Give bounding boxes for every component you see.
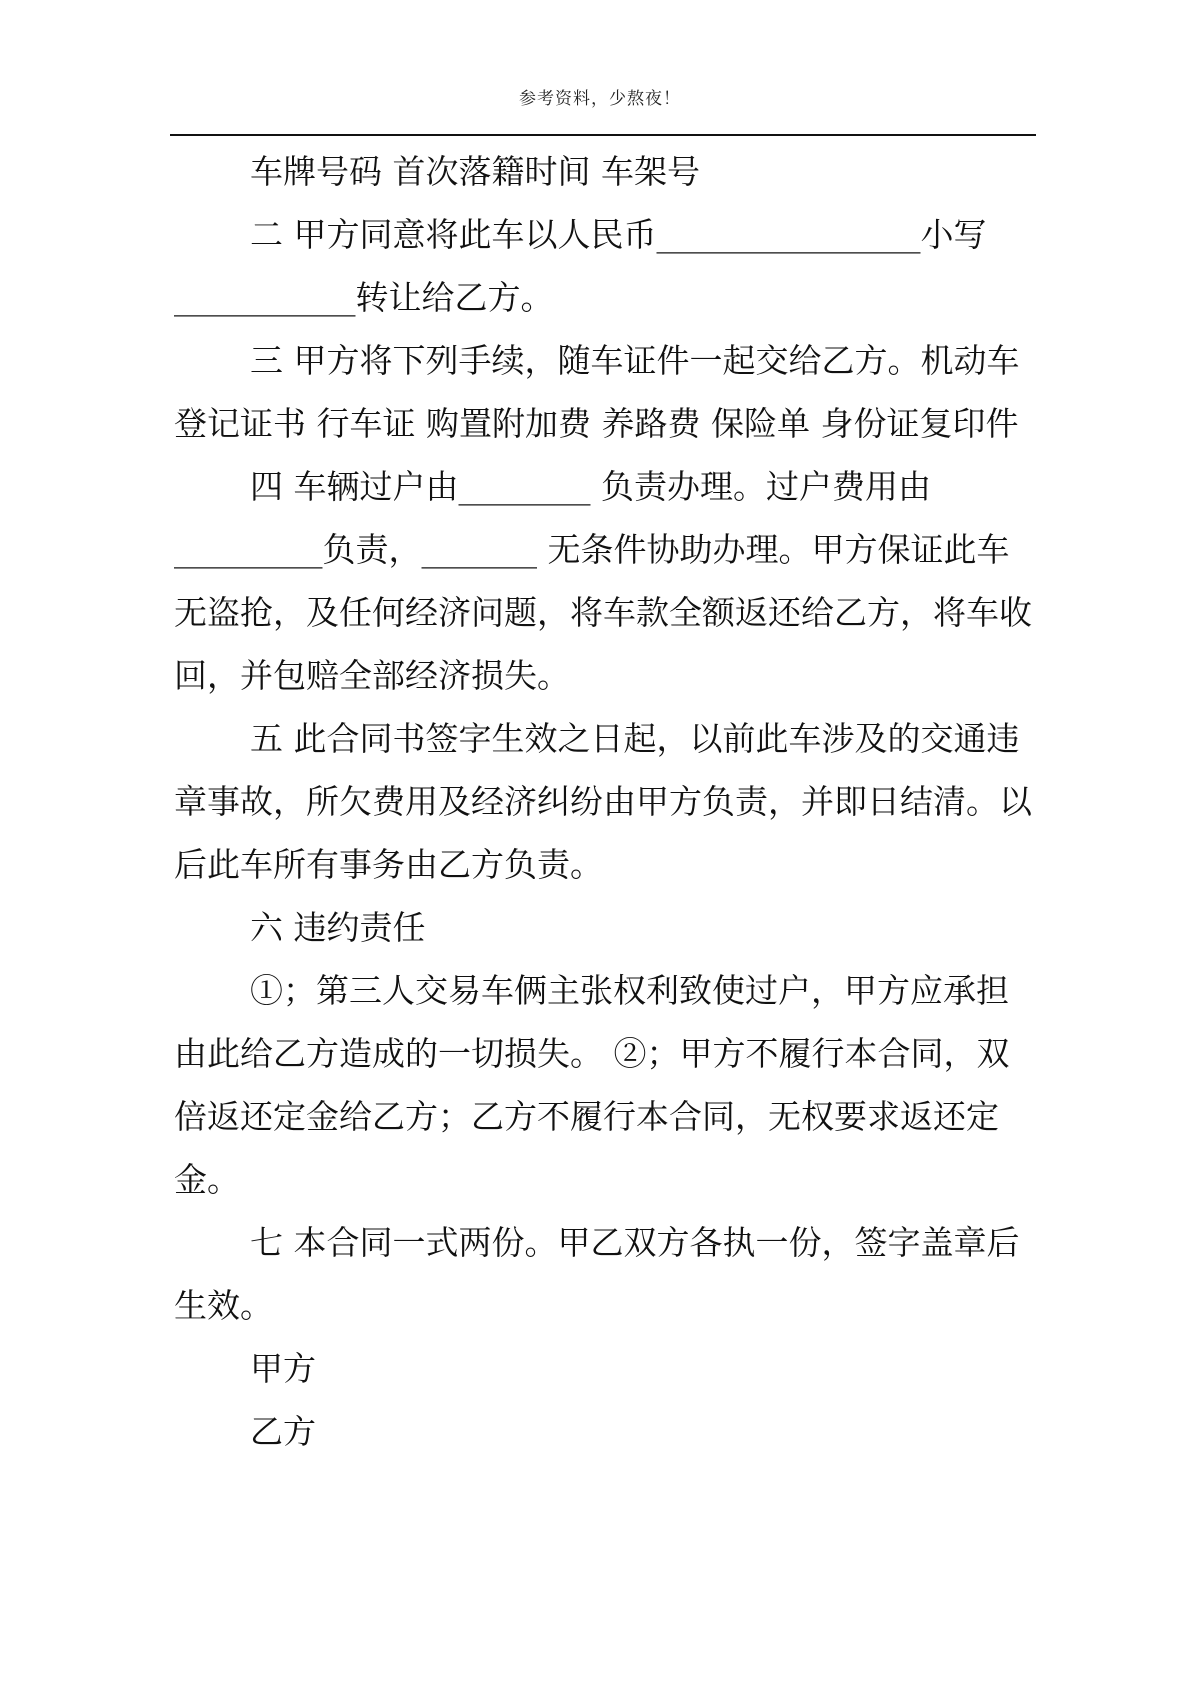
clause-price: 二 甲方同意将此车以人民币________________小写___________转让给乙方。 <box>174 215 987 317</box>
vehicle-fields-line: 车牌号码 首次落籍时间 车架号 <box>250 152 700 191</box>
header-divider <box>170 134 1036 136</box>
clause-liability: 五 此合同书签字生效之日起，以前此车涉及的交通违章事故，所欠费用及经济纠纷由甲方负责，并即日结清。以后此车所有事务由乙方负责。 <box>174 719 1032 884</box>
clause-transfer: 四 车辆过户由________ 负责办理。过户费用由_________负责，_______ 无条件协助办理。甲方保证此车无盗抢，及任何经济问题，将车款全额返还给乙方，将车收回，并包赔全部经济损失。 <box>174 467 1032 695</box>
signature-party-a: 甲方 <box>250 1349 316 1388</box>
signature-party-b: 乙方 <box>250 1412 316 1451</box>
contract-body <box>174 140 1034 1463</box>
clause-breach-body: ①；第三人交易车俩主张权利致使过户，甲方应承担由此给乙方造成的一切损失。 ②；甲方不履行本合同，双倍返还定金给乙方；乙方不履行本合同，无权要求返还定金。 <box>174 971 1010 1199</box>
clause-copies: 七 本合同一式两份。甲乙双方各执一份，签字盖章后生效。 <box>174 1223 1020 1325</box>
clause-documents: 三 甲方将下列手续，随车证件一起交给乙方。机动车登记证书 行车证 购置附加费 养路费 保险单 身份证复印件 <box>174 341 1020 443</box>
page-header: 参考资料，少熬夜！ <box>519 89 681 109</box>
clause-breach-title: 六 违约责任 <box>250 908 426 947</box>
